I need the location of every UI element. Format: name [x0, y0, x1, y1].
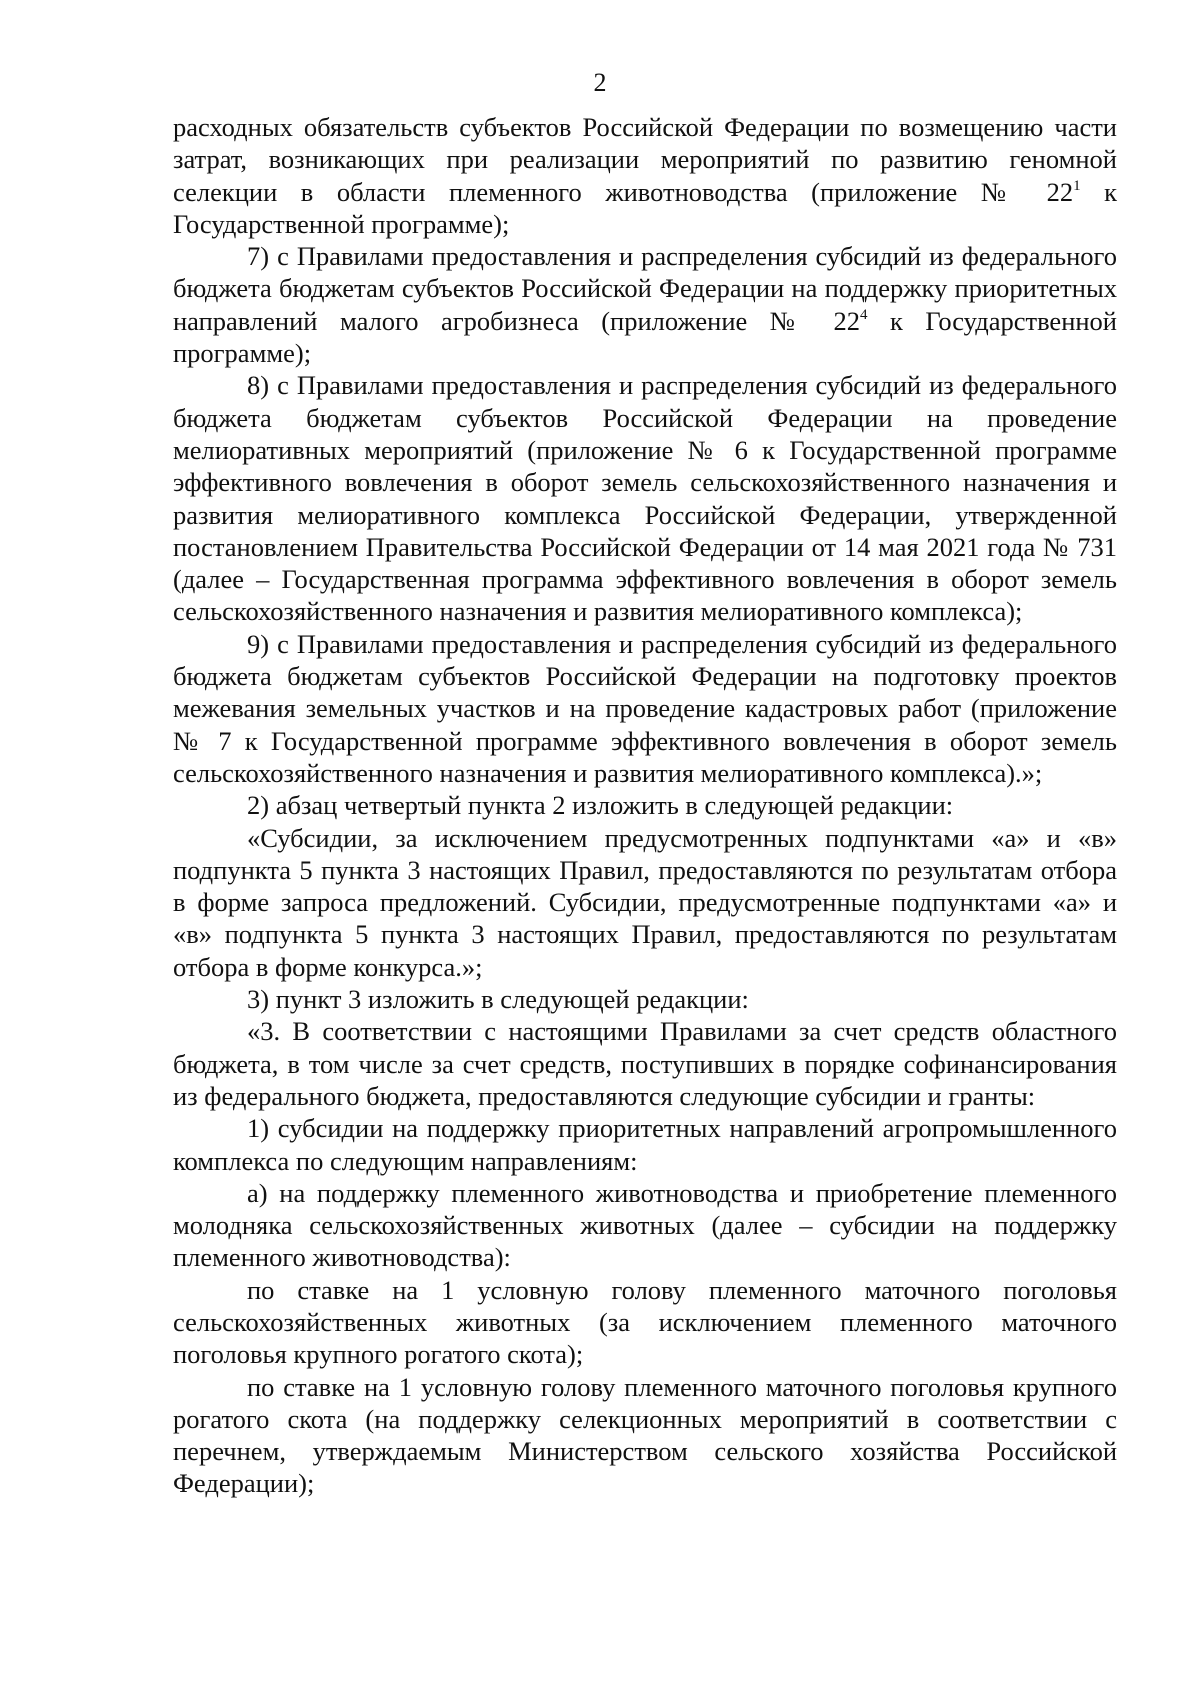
paragraph-subitem-a: а) на поддержку племенного животноводства и приобретение племенного молодняка сельскохозяйственных животных (далее – субсидии на поддержку племенного животноводства): — [173, 1177, 1117, 1273]
paragraph-point-3: «3. В соответствии с настоящими Правилами за счет средств областного бюджета, в том числе за счет средств, поступивших в порядке софинансирования из федерального бюджета, предоставляются следующие субсидии и гранты: — [173, 1016, 1117, 1111]
paragraph-amendment-2: 2) абзац четвертый пункта 2 изложить в следующей редакции: — [247, 790, 954, 821]
page-number: 2 — [593, 68, 607, 97]
superscript: 4 — [859, 306, 868, 323]
superscript: 1 — [1073, 177, 1081, 194]
document-body — [173, 111, 1117, 1500]
paragraph-item-8: 8) с Правилами предоставления и распределения субсидий из федерального бюджета бюджетам субъектов Российской Федерации на проведение мелиоративных мероприятий (приложение № 6 к Государственной программе эффективного вовлечения в оборот земель сельскохозяйственного назначения и развития мелиоративного комплекса Российской Федерации, утвержденной постановлением Правительства Российской Федерации от 14 мая 2021 года № 731 (далее – Государственная программа эффективного вовлечения в оборот земель сельскохозяйственного назначения и развития мелиоративного комплекса); — [173, 370, 1117, 627]
paragraph-subitem-1: 1) субсидии на поддержку приоритетных направлений агропромышленного комплекса по следующим направлениям: — [173, 1113, 1117, 1176]
paragraph-subsidies-quote: «Субсидии, за исключением предусмотренных подпунктами «а» и «в» подпункта 5 пункта 3 настоящих Правил, предоставляются по результатам отбора в форме запроса предложений. Субсидии, предусмотренные подпунктами «а» и «в» подпункта 5 пункта 3 настоящих Правил, предоставляются по результатам отбора в форме конкурса.»; — [173, 822, 1117, 982]
paragraph-rate-1: по ставке на 1 условную голову племенного маточного поголовья сельскохозяйственных животных (за исключением племенного маточного поголовья крупного рогатого скота); — [173, 1274, 1117, 1370]
paragraph-rate-2: по ставке на 1 условную голову племенного маточного поголовья крупного рогатого скота (на поддержку селекционных мероприятий в соответствии с перечнем, утверждаемым Министерством сельского хозяйства Российской Федерации); — [173, 1371, 1117, 1499]
paragraph-item-9: 9) с Правилами предоставления и распределения субсидий из федерального бюджета бюджетам субъектов Российской Федерации на подготовку проектов межевания земельных участков и на проведение кадастровых работ (приложение № 7 к Государственной программе эффективного вовлечения в оборот земель сельскохозяйственного назначения и развития мелиоративного комплекса).»; — [173, 628, 1117, 788]
paragraph-amendment-3: 3) пункт 3 изложить в следующей редакции: — [247, 984, 749, 1015]
paragraph-continuation: расходных обязательств субъектов Российской Федерации по возмещению части затрат, возникающих при реализации мероприятий по развитию геномной селекции в области племенного животноводства (приложение № $22^1$ к Государственной программе); — [173, 112, 1118, 239]
paragraph-item-7: 7) с Правилами предоставления и распределения субсидий из федерального бюджета бюджетам субъектов Российской Федерации на поддержку приоритетных направлений малого агробизнеса (приложение № $22^4$ к Государственной программе); — [173, 241, 1117, 369]
